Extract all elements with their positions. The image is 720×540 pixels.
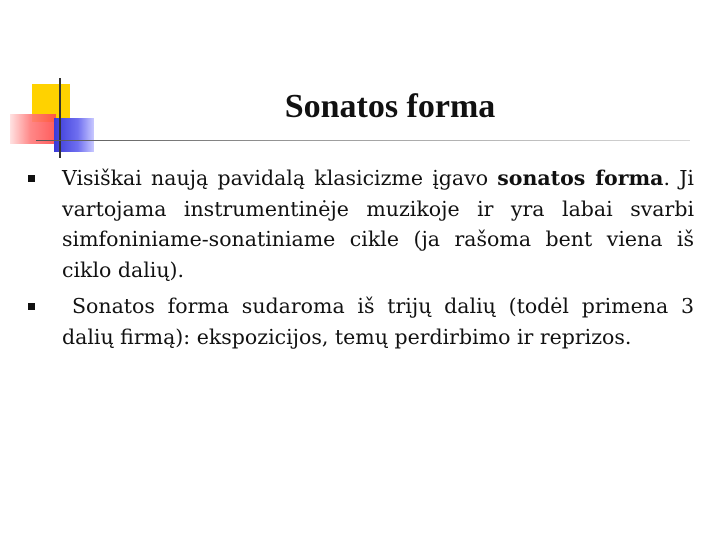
bullet-text: Sonatos forma sudaroma iš trijų dalių (todėl primena 3 dalių firmą): ekspozicijos, temų perdirbimo ir reprizos.	[62, 294, 694, 349]
bullet-list	[28, 163, 694, 358]
bullet-item	[28, 291, 694, 352]
square-bullet-icon	[28, 175, 35, 182]
square-bullet-icon	[28, 303, 35, 310]
decor-horizontal-line	[36, 140, 690, 141]
bullet-emphasis: sonatos forma	[497, 166, 664, 190]
bullet-item	[28, 163, 694, 285]
slide-title: Sonatos forma	[284, 88, 496, 125]
bullet-text-end: . Ji vartojama instrumentinėje muzikoje ir yra labai svarbi simfoniniame-sonatiniame cikle (ja rašoma bent viena iš ciklo dalių).	[62, 166, 694, 282]
decor-vertical-line	[59, 78, 61, 158]
bullet-text-start: Visiškai naują pavidalą klasicizme įgavo	[62, 166, 498, 190]
